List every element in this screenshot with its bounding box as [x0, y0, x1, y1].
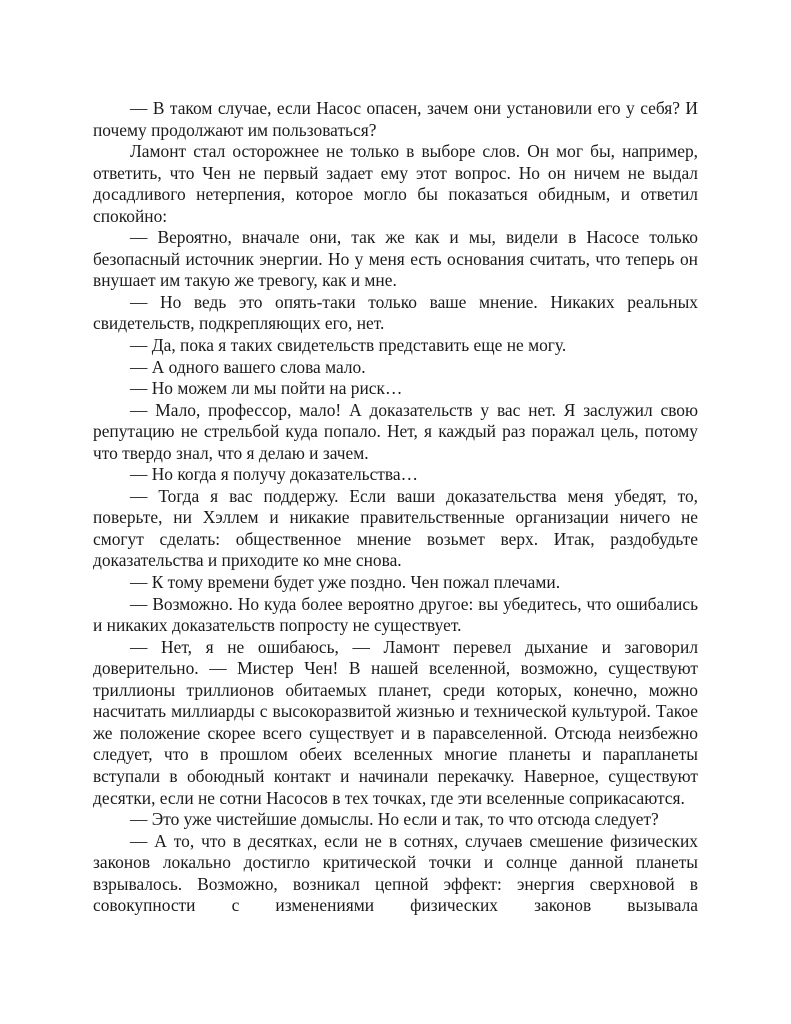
- paragraph: — А то, что в десятках, если не в сотнях, случаев смешение физических законов локально достигло критической точки и солнце данной планеты взрывалось. Возможно, возникал цепной эффект: энергия сверхновой в совокупности с изменениями физических законов вызывала: [93, 830, 698, 916]
- paragraph: Ламонт стал осторожнее не только в выборе слов. Он мог бы, например, ответить, что Чен не первый задает ему этот вопрос. Но он ничем не выдал досадливого нетерпения, которое могло бы показаться обидным, и ответил спокойно:: [93, 141, 698, 226]
- paragraph: — К тому времени будет уже поздно. Чен пожал плечами.: [130, 572, 561, 593]
- paragraph: — В таком случае, если Насос опасен, зачем они установили его у себя? И почему продолжают им пользоваться?: [93, 98, 698, 140]
- paragraph: — Вероятно, вначале они, так же как и мы, видели в Насосе только безопасный источник энергии. Но у меня есть основания считать, что теперь он внушает им такую же тревогу, как и мне.: [93, 227, 698, 291]
- paragraph: — Но ведь это опять-таки только ваше мнение. Никаких реальных свидетельств, подкрепляющих его, нет.: [93, 291, 698, 334]
- paragraph: — Но можем ли мы пойти на риск…: [130, 378, 403, 399]
- paragraph: — Тогда я вас поддержу. Если ваши доказательства меня убедят, то, поверьте, ни Хэллем и никакие правительственные организации ничего не смогут сделать: общественное мнение возьмет верх. Итак, раздобудьте доказательства и приходите ко мне снова.: [93, 485, 698, 571]
- paragraph: — Мало, профессор, мало! А доказательств у вас нет. Я заслужил свою репутацию не стрельбой куда попало. Нет, я каждый раз поражал цель, потому что твердо знал, что я делаю и зачем.: [93, 399, 698, 463]
- page-body: [93, 98, 698, 917]
- paragraph: — Но когда я получу доказательства…: [130, 464, 418, 485]
- paragraph: — Нет, я не ошибаюсь, — Ламонт перевел дыхание и заговорил доверительно. — Мистер Чен! В нашей вселенной, возможно, существуют триллионы триллионов обитаемых планет, среди которых, конечно, можно насчитать миллиарды с высокоразвитой жизнью и технической культурой. Такое же положение скорее всего существует и в паравселенной. Отсюда неизбежно следует, что в прошлом обеих вселенных многие планеты и парапланеты вступали в обоюдный контакт и начинали перекачку. Наверное, существуют десятки, если не сотни Насосов в тех точках, где эти вселенные соприкасаются.: [93, 636, 698, 808]
- paragraph: — Да, пока я таких свидетельств представить еще не могу.: [130, 335, 567, 356]
- paragraph: — Возможно. Но куда более вероятно другое: вы убедитесь, что ошибались и никаких доказательств попросту не существует.: [93, 593, 698, 636]
- paragraph: — А одного вашего слова мало.: [130, 356, 366, 377]
- paragraph: — Это уже чистейшие домыслы. Но если и так, то что отсюда следует?: [130, 809, 659, 830]
